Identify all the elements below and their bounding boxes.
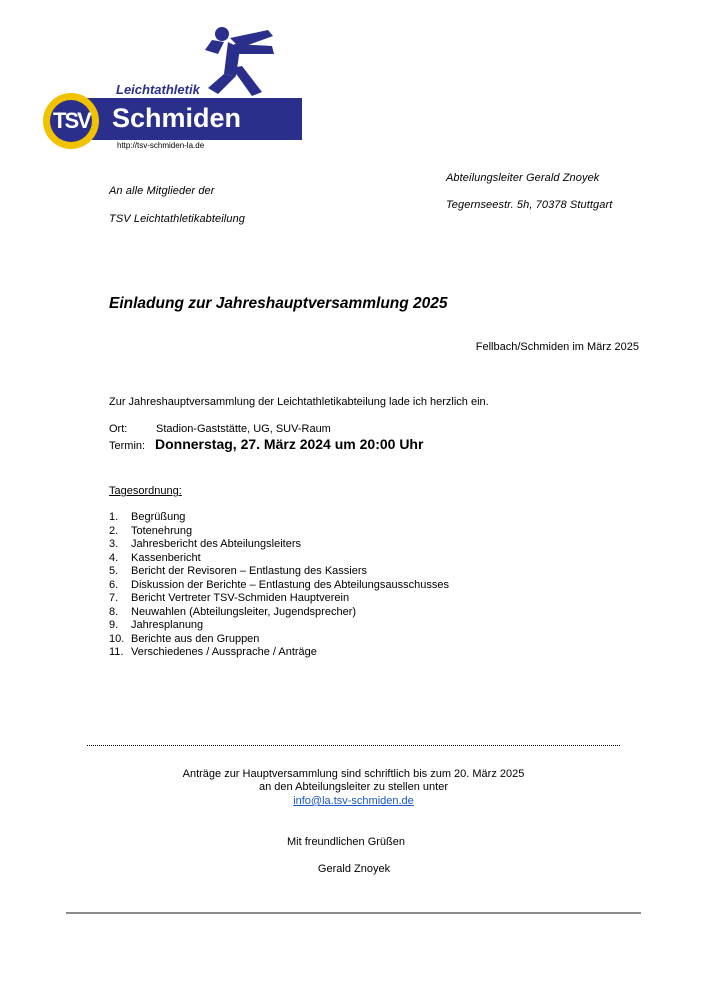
- logo-main-text: Schmiden: [112, 103, 242, 133]
- dotted-divider: [87, 745, 620, 746]
- agenda-item-text: Bericht der Revisoren – Entlastung des Kassiers: [131, 565, 368, 577]
- agenda-item: [109, 511, 449, 525]
- date-value: Donnerstag, 27. März 2024 um 20:00 Uhr: [155, 436, 424, 452]
- agenda-item: [109, 606, 449, 620]
- closing-greeting: Mit freundlichen Grüßen: [287, 836, 405, 848]
- agenda-item: [109, 579, 449, 593]
- agenda-item: [109, 633, 449, 647]
- club-logo: [40, 24, 302, 156]
- agenda-item-number: 9.: [109, 619, 119, 631]
- note-line-1: Anträge zur Hauptversammlung sind schriftlich bis zum 20. März 2025: [182, 768, 525, 780]
- agenda-item-text: Bericht Vertreter TSV-Schmiden Hauptverein: [131, 592, 350, 604]
- agenda-heading: Tagesordnung:: [109, 485, 182, 497]
- agenda-item: [109, 552, 449, 566]
- note-email-row: [0, 795, 707, 807]
- agenda-item-text: Kassenbericht: [131, 551, 201, 564]
- agenda-item-text: Diskussion der Berichte – Entlastung des Abteilungsausschusses: [131, 578, 449, 591]
- sender-line-1: Abteilungsleiter Gerald Znoyek: [446, 172, 600, 184]
- email-link[interactable]: info@la.tsv-schmiden.de: [293, 795, 414, 807]
- agenda-item-number: 6.: [109, 578, 119, 591]
- agenda-list: [109, 511, 449, 660]
- agenda-item-number: 10.: [109, 632, 125, 645]
- recipient-line-1: An alle Mitglieder der: [109, 185, 215, 197]
- logo-url: http://tsv-schmiden-la.de: [117, 141, 205, 150]
- agenda-item-text: Totenehrung: [131, 524, 193, 537]
- date-label: Termin:: [109, 440, 146, 452]
- agenda-item-number: 5.: [109, 565, 119, 577]
- agenda-item-number: 8.: [109, 605, 119, 618]
- agenda-item-text: Berichte aus den Gruppen: [131, 632, 260, 645]
- logo-top-text: Leichtathletik: [116, 82, 200, 97]
- agenda-item-number: 1.: [109, 511, 119, 523]
- agenda-item-text: Neuwahlen (Abteilungsleiter, Jugendsprecher): [131, 605, 357, 618]
- agenda-item: [109, 525, 449, 539]
- intro-text: Zur Jahreshauptversammlung der Leichtathletikabteilung lade ich herzlich ein.: [109, 396, 489, 408]
- agenda-item: [109, 646, 449, 660]
- agenda-item-number: 2.: [109, 524, 119, 537]
- venue-value: Stadion-Gaststätte, UG, SUV-Raum: [156, 423, 331, 435]
- agenda-item-number: 3.: [109, 538, 119, 550]
- agenda-item: [109, 619, 449, 633]
- agenda-item-number: 7.: [109, 592, 119, 604]
- document-title: Einladung zur Jahreshauptversammlung 2025: [109, 295, 448, 312]
- venue-label: Ort:: [109, 423, 128, 435]
- agenda-item-number: 4.: [109, 551, 119, 564]
- closing-signature: Gerald Znoyek: [317, 863, 391, 875]
- agenda-item-text: Jahresplanung: [131, 619, 204, 631]
- agenda-item-text: Jahresbericht des Abteilungsleiters: [131, 538, 301, 550]
- logo-badge-text: TSV: [53, 108, 90, 133]
- agenda-item: [109, 592, 449, 606]
- agenda-item-text: Begrüßung: [131, 511, 186, 523]
- agenda-item-number: 11.: [109, 646, 124, 658]
- agenda-item-text: Verschiedenes / Aussprache / Anträge: [131, 646, 317, 658]
- footer-rule: [66, 912, 641, 914]
- sender-line-2: Tegernseestr. 5h, 70378 Stuttgart: [446, 199, 613, 211]
- place-date: Fellbach/Schmiden im März 2025: [475, 341, 639, 353]
- agenda-item: [109, 565, 449, 579]
- agenda-item: [109, 538, 449, 552]
- note-line-2: an den Abteilungsleiter zu stellen unter: [259, 781, 448, 793]
- recipient-line-2: TSV Leichtathletikabteilung: [109, 213, 246, 225]
